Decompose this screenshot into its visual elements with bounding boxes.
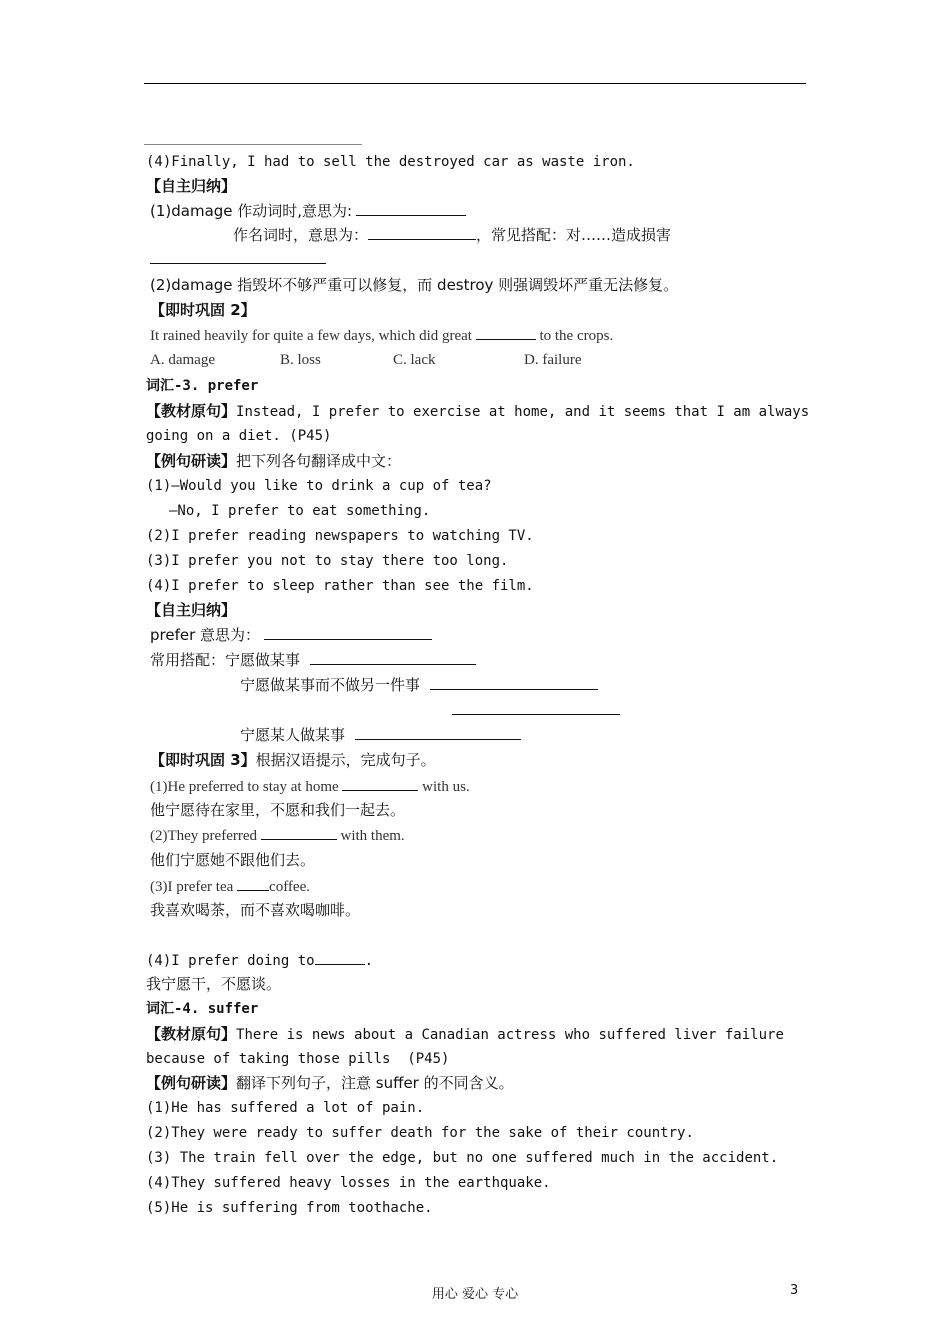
example-heading: 【例句研读】翻译下列句子，注意 suffer 的不同含义。 [146,1074,514,1092]
section-heading: 【自主归纳】 [146,177,237,195]
answer-blank[interactable] [355,725,521,740]
answer-blank[interactable] [452,700,620,715]
exercise-line: (3)I prefer tea coffee. [150,876,310,897]
example-line: (1)—Would you like to drink a cup of tea? [146,478,492,494]
answer-blank[interactable] [310,650,476,665]
note-line: (1)damage 作动词时,意思为: [150,201,466,221]
note-line: prefer 意思为： [150,625,432,645]
textbook-sentence-cont: because of taking those pills (P45) [146,1051,450,1067]
vocab-heading: 词汇-3. prefer [146,378,259,394]
example-line: (1)He has suffered a lot of pain. [146,1100,425,1116]
translation-line: 我宁愿干，不愿谈。 [146,975,282,993]
section-heading: 【即时巩固 3】根据汉语提示，完成句子。 [150,751,436,769]
textbook-sentence: 【教材原句】Instead, I prefer to exercise at home, and it seems that I am always [146,402,810,420]
note-line [150,249,326,269]
exercise-line: (4)I prefer doing to . [146,950,373,971]
example-line: (5)He is suffering from toothache. [146,1200,433,1216]
exercise-line: (2)They preferred with them. [150,825,405,846]
answer-blank[interactable] [368,225,476,240]
translation-line: 他宁愿待在家里，不愿和我们一起去。 [150,801,406,819]
note-line: 宁愿做某事而不做另一件事 [240,675,598,695]
note-line: 作名词时，意思为： ，常见搭配：对……造成损害 [233,226,672,244]
options-line [393,350,436,370]
note-line: 常用搭配：宁愿做某事 [150,650,476,670]
translation-line: 我喜欢喝茶，而不喜欢喝咖啡。 [150,901,361,919]
note-line: 宁愿某人做某事 [240,725,521,745]
options-line [524,350,581,370]
exercise-line: It rained heavily for quite a few days, which did great to the crops. [150,325,613,346]
options-line [280,350,321,370]
example-line: (4)They suffered heavy losses in the earthquake. [146,1175,551,1191]
example-line: (2)I prefer reading newspapers to watching TV. [146,528,534,544]
example-line: —No, I prefer to eat something. [169,503,431,519]
section-heading: 【即时巩固 2】 [150,301,256,319]
exercise-line: (1)He preferred to stay at home with us. [150,776,470,797]
example-line: (4)I prefer to sleep rather than see the film. [146,578,534,594]
answer-blank[interactable] [237,876,269,891]
answer-blank[interactable] [476,325,536,340]
example-line: (2)They were ready to suffer death for the sake of their country. [146,1125,694,1141]
option-a[interactable]: A. damage [150,352,215,368]
footer-slogan: 用心 爱心 专心 [431,1287,519,1302]
textbook-sentence-cont: going on a diet. (P45) [146,428,332,444]
options-line [150,350,215,370]
translation-line: 他们宁愿她不跟他们去。 [150,851,316,869]
note-line [452,700,620,720]
answer-blank[interactable] [264,625,432,640]
option-d[interactable]: D. failure [524,352,582,368]
example-line: (3)I prefer you not to stay there too long. [146,553,509,569]
example-heading: 【例句研读】把下列各句翻译成中文： [146,452,402,470]
answer-blank[interactable] [342,776,418,791]
answer-blank[interactable] [430,675,598,690]
option-b[interactable]: B. loss [280,352,321,368]
option-c[interactable]: C. lack [393,352,436,368]
header-short-rule [144,144,362,145]
answer-blank[interactable] [150,249,326,264]
vocab-heading: 词汇-4. suffer [146,1001,259,1017]
header-rule [144,83,806,84]
answer-blank[interactable] [261,825,337,840]
sentence-line: (4)Finally, I had to sell the destroyed car as waste iron. [146,154,635,170]
textbook-sentence: 【教材原句】There is news about a Canadian actress who suffered liver failure [146,1025,784,1043]
note-line: (2)damage 指毁坏不够严重可以修复，而 destroy 则强调毁坏严重无法修复。 [150,276,679,294]
answer-blank[interactable] [315,950,365,965]
page-number: 3 [790,1283,799,1298]
example-line: (3) The train fell over the edge, but no one suffered much in the accident. [146,1150,779,1166]
answer-blank[interactable] [356,201,466,216]
section-heading: 【自主归纳】 [146,601,237,619]
